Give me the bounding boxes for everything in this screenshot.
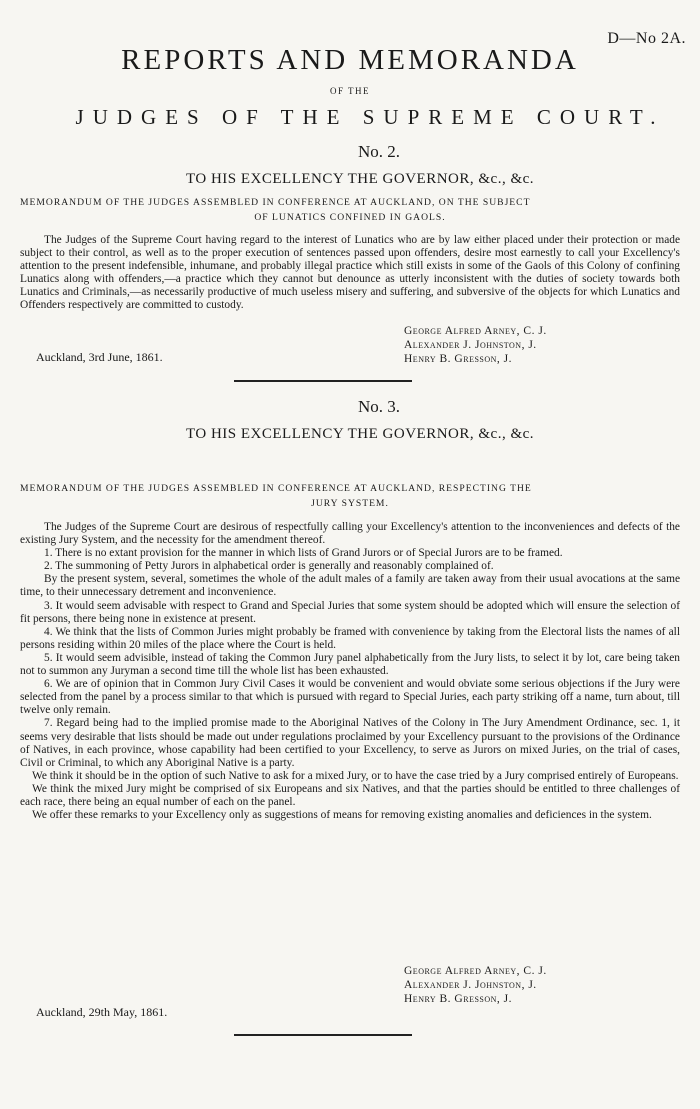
document-title: REPORTS AND MEMORANDA [121,44,579,76]
jury-present-system: By the present system, several, sometimes the whole of the adult males of a family are taken away from their usual avocations at the same time, to their unnecessary detrement and inconvenience. [20,573,680,599]
section-2-signatures [404,324,547,366]
section-2-paragraph: The Judges of the Supreme Court having regard to the interest of Lunatics who are by law either placed under their protection or made subject to their control, as well as to the proper execution of sentences passed upon offenders, desire most earnestly to call your Excellency's attention to the present indefensible, inhumane, and probably illegal practice which still exists in some of the Gaols of this Colony of confining Lunatics along with offenders,—a practice which they cannot but denounce as utterly inconsistent with the duties of society towards both Lunatics and Criminals,—as necessarily productive of much useless misery and suffering, and subversive of the objects for which Lunatics and Offenders respectively are committed to custody. [20,234,680,312]
jury-point-1: 1. There is no extant provision for the manner in which lists of Grand Jurors or of Special Jurors are to be framed. [44,547,563,560]
jury-native-option: We think it should be in the option of such Native to ask for a mixed Jury, or to have the case tried by a Jury comprised entirely of Europeans. [32,769,679,782]
signature-gresson: Henry B. Gresson, J. [404,993,513,1005]
signature-chief-justice: George Alfred Arney, C. J. [404,325,547,337]
section-divider [234,380,412,382]
jury-point-4: 4. We think that the lists of Common Juries might probably be framed with convenience by taking from the Electoral lists the names of all persons residing within 20 miles of the place where the Court is held. [20,625,680,651]
signature-chief-justice: George Alfred Arney, C. J. [404,965,547,977]
section-2-memo-line-2: OF LUNATICS CONFINED IN GAOLS. [254,212,446,223]
title-connector: OF THE [329,86,371,96]
section-3-signatures [404,964,547,1006]
jury-point-3: 3. It would seem advisable with respect to Grand and Special Juries that some system should be adopted which will ensure the selection of fit persons, there being none in existence at present. [20,599,680,625]
court-heading: JUDGES OF THE SUPREME COURT. [75,105,665,129]
section-3-memo-heading [20,481,680,511]
section-2-body [20,234,680,313]
section-2-number: No. 2. [357,142,401,161]
jury-point-5: 5. It would seem advisible, instead of taking the Common Jury panel alphabetically from the Jury lists, to select it by lot, care being taken not to summon any Juryman a second time till the whole list has been exhausted. [20,651,680,678]
section-2-memo-line-1: MEMORANDUM OF THE JUDGES ASSEMBLED IN CONFERENCE AT AUCKLAND, ON THE SUBJECT [20,197,531,208]
jury-point-2: 2. The summoning of Petty Jurors in alphabetical order is generally and reasonably complained of. [44,560,494,573]
section-3-body [20,521,680,822]
section-3-number: No. 3. [357,397,401,416]
signature-johnston: Alexander J. Johnston, J. [404,339,537,351]
section-2-memo-heading [20,195,680,225]
section-2-place-date: Auckland, 3rd June, 1861. [36,350,163,364]
jury-point-6: 6. We are of opinion that in Common Jury Civil Cases it would be convenient and would obviate some serious objections if the Jury were selected from the panel by a process similar to that which is pursued with regard to Special Juries, each party striking off a name, turn about, till twelve only remain. [20,678,680,717]
document-reference: D—No 2A. [607,30,686,47]
signature-gresson: Henry B. Gresson, J. [404,353,513,365]
jury-closing-remarks: We offer these remarks to your Excellency only as suggestions of means for removing existing anomalies and deficiences in the system. [32,809,652,822]
jury-point-7: 7. Regard being had to the implied promise made to the Aboriginal Natives of the Colony in The Jury Amendment Ordinance, sec. 1, it seems very desirable that lists should be made out under regulations proclaimed by your Excellency pursuant to the provisions of the Ordinance of Natives, in each province, whose capability had been certified to your Excellency, to serve as Jurors on mixed Juries, on the trial of cases, Civil or Criminal, to which any Aboriginal Native is a party. [20,717,680,769]
section-2-addressee: TO HIS EXCELLENCY THE GOVERNOR, &c., &c. [185,171,535,187]
section-3-memo-line-1: MEMORANDUM OF THE JUDGES ASSEMBLED IN CONFERENCE AT AUCKLAND, RESPECTING THE [20,483,532,494]
section-3-place-date: Auckland, 29th May, 1861. [36,1005,168,1019]
signature-johnston: Alexander J. Johnston, J. [404,979,537,991]
end-divider [234,1034,412,1036]
jury-mixed-composition: We think the mixed Jury might be comprised of six Europeans and six Natives, and that the parties should be entitled to three challenges of each race, there being an equal number of each on the panel. [20,782,680,808]
section-3-memo-line-2: JURY SYSTEM. [311,498,389,509]
jury-intro-paragraph: The Judges of the Supreme Court are desirous of respectfully calling your Excellency's attention to the inconveniences and defects of the existing Jury System, and the necessity for the amendment thereof. [20,521,680,547]
section-3-addressee: TO HIS EXCELLENCY THE GOVERNOR, &c., &c. [185,426,535,442]
